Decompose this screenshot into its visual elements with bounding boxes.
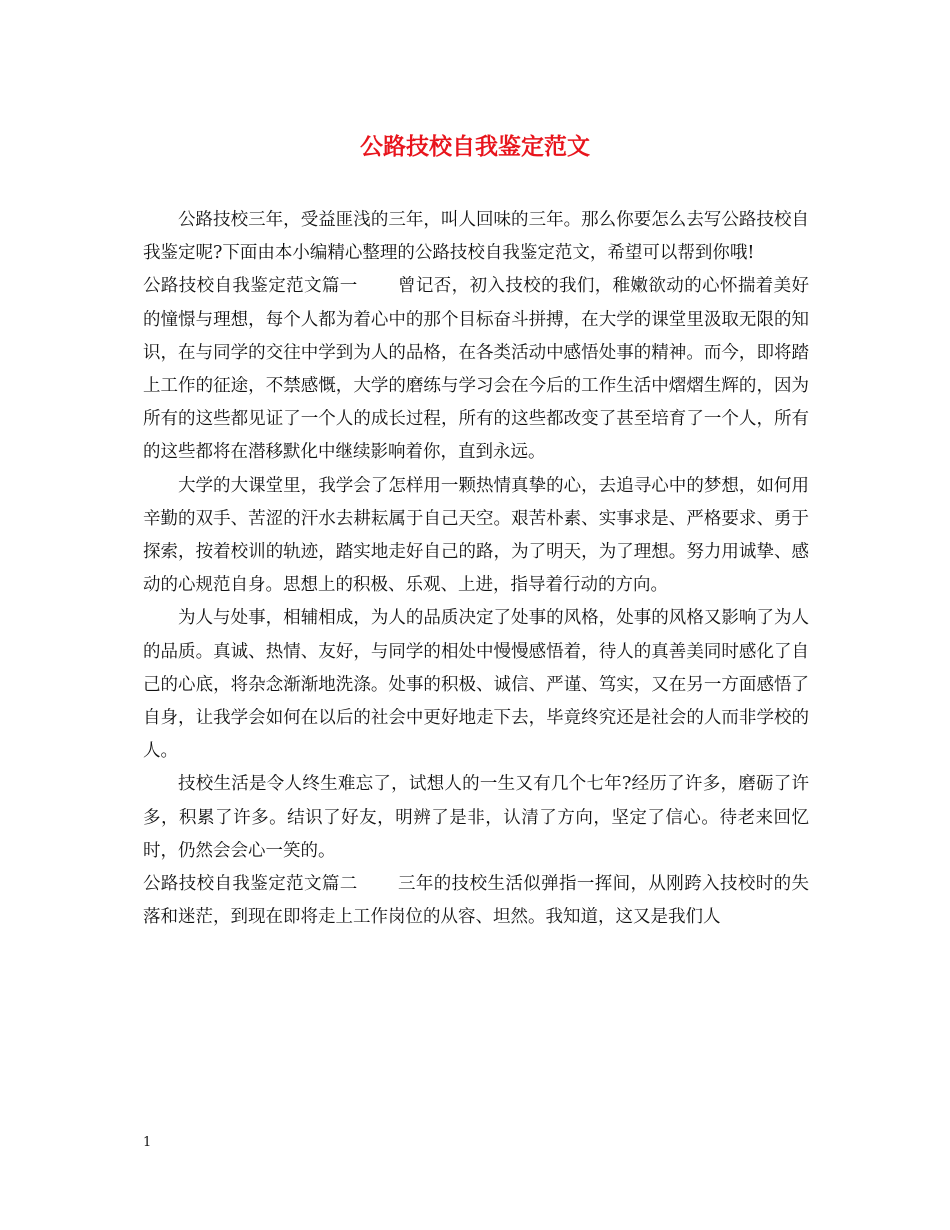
section-paragraph (143, 868, 809, 934)
section-paragraph (143, 270, 809, 469)
body-paragraph: 大学的大课堂里，我学会了怎样用一颗热情真挚的心，去追寻心中的梦想，如何用辛勤的双手、苦涩的汗水去耕耘属于自己天空。艰苦朴素、实事求是、严格要求、勇于探索，按着校训的轨迹，踏实地走好自己的路，为了明天，为了理想。努力用诚挚、感动的心规范自身。思想上的积极、乐观、上进，指导着行动的方向。 (143, 475, 809, 596)
section-text: 曾记否，初入技校的我们，稚嫩欲动的心怀揣着美好的憧憬与理想，每个人都为着心中的那个目标奋斗拼搏，在大学的课堂里汲取无限的知识，在与同学的交往中学到为人的品格，在各类活动中感悟处事的精神。而今，即将踏上工作的征途，不禁感慨，大学的磨练与学习会在今后的工作生活中熠熠生辉的，因为所有的这些都见证了一个人的成长过程，所有的这些都改变了甚至培育了一个人，所有的这些都将在潜移默化中继续影响着你，直到永远。 (143, 276, 810, 463)
body-paragraph: 技校生活是令人终生难忘了，试想人的一生又有几个七年?经历了许多，磨砺了许多，积累了许多。结识了好友，明辨了是非，认清了方向，坚定了信心。待老来回忆时，仍然会会心一笑的。 (143, 774, 809, 861)
section-heading: 公路技校自我鉴定范文篇二 (143, 874, 358, 895)
section-text: 三年的技校生活似弹指一挥间，从刚跨入技校时的失落和迷茫，到现在即将走上工作岗位的从容、坦然。我知道，这又是我们人 (143, 874, 810, 928)
body-paragraph: 为人与处事，相辅相成，为人的品质决定了处事的风格，处事的风格又影响了为人的品质。真诚、热情、友好，与同学的相处中慢慢感悟着，待人的真善美同时感化了自己的心底，将杂念渐渐地洗涤。处事的积极、诚信、严谨、笃实，又在另一方面感悟了自身，让我学会如何在以后的社会中更好地走下去，毕竟终究还是社会的人而非学校的人。 (143, 608, 809, 762)
document-body (143, 204, 809, 934)
section-heading: 公路技校自我鉴定范文篇一 (143, 276, 358, 297)
page-number: 1 (143, 1135, 152, 1150)
document-title: 公路技校自我鉴定范文 (360, 133, 590, 160)
intro-paragraph: 公路技校三年，受益匪浅的三年，叫人回味的三年。那么你要怎么去写公路技校自我鉴定呢?下面由本小编精心整理的公路技校自我鉴定范文，希望可以帮到你哦! (143, 210, 809, 264)
